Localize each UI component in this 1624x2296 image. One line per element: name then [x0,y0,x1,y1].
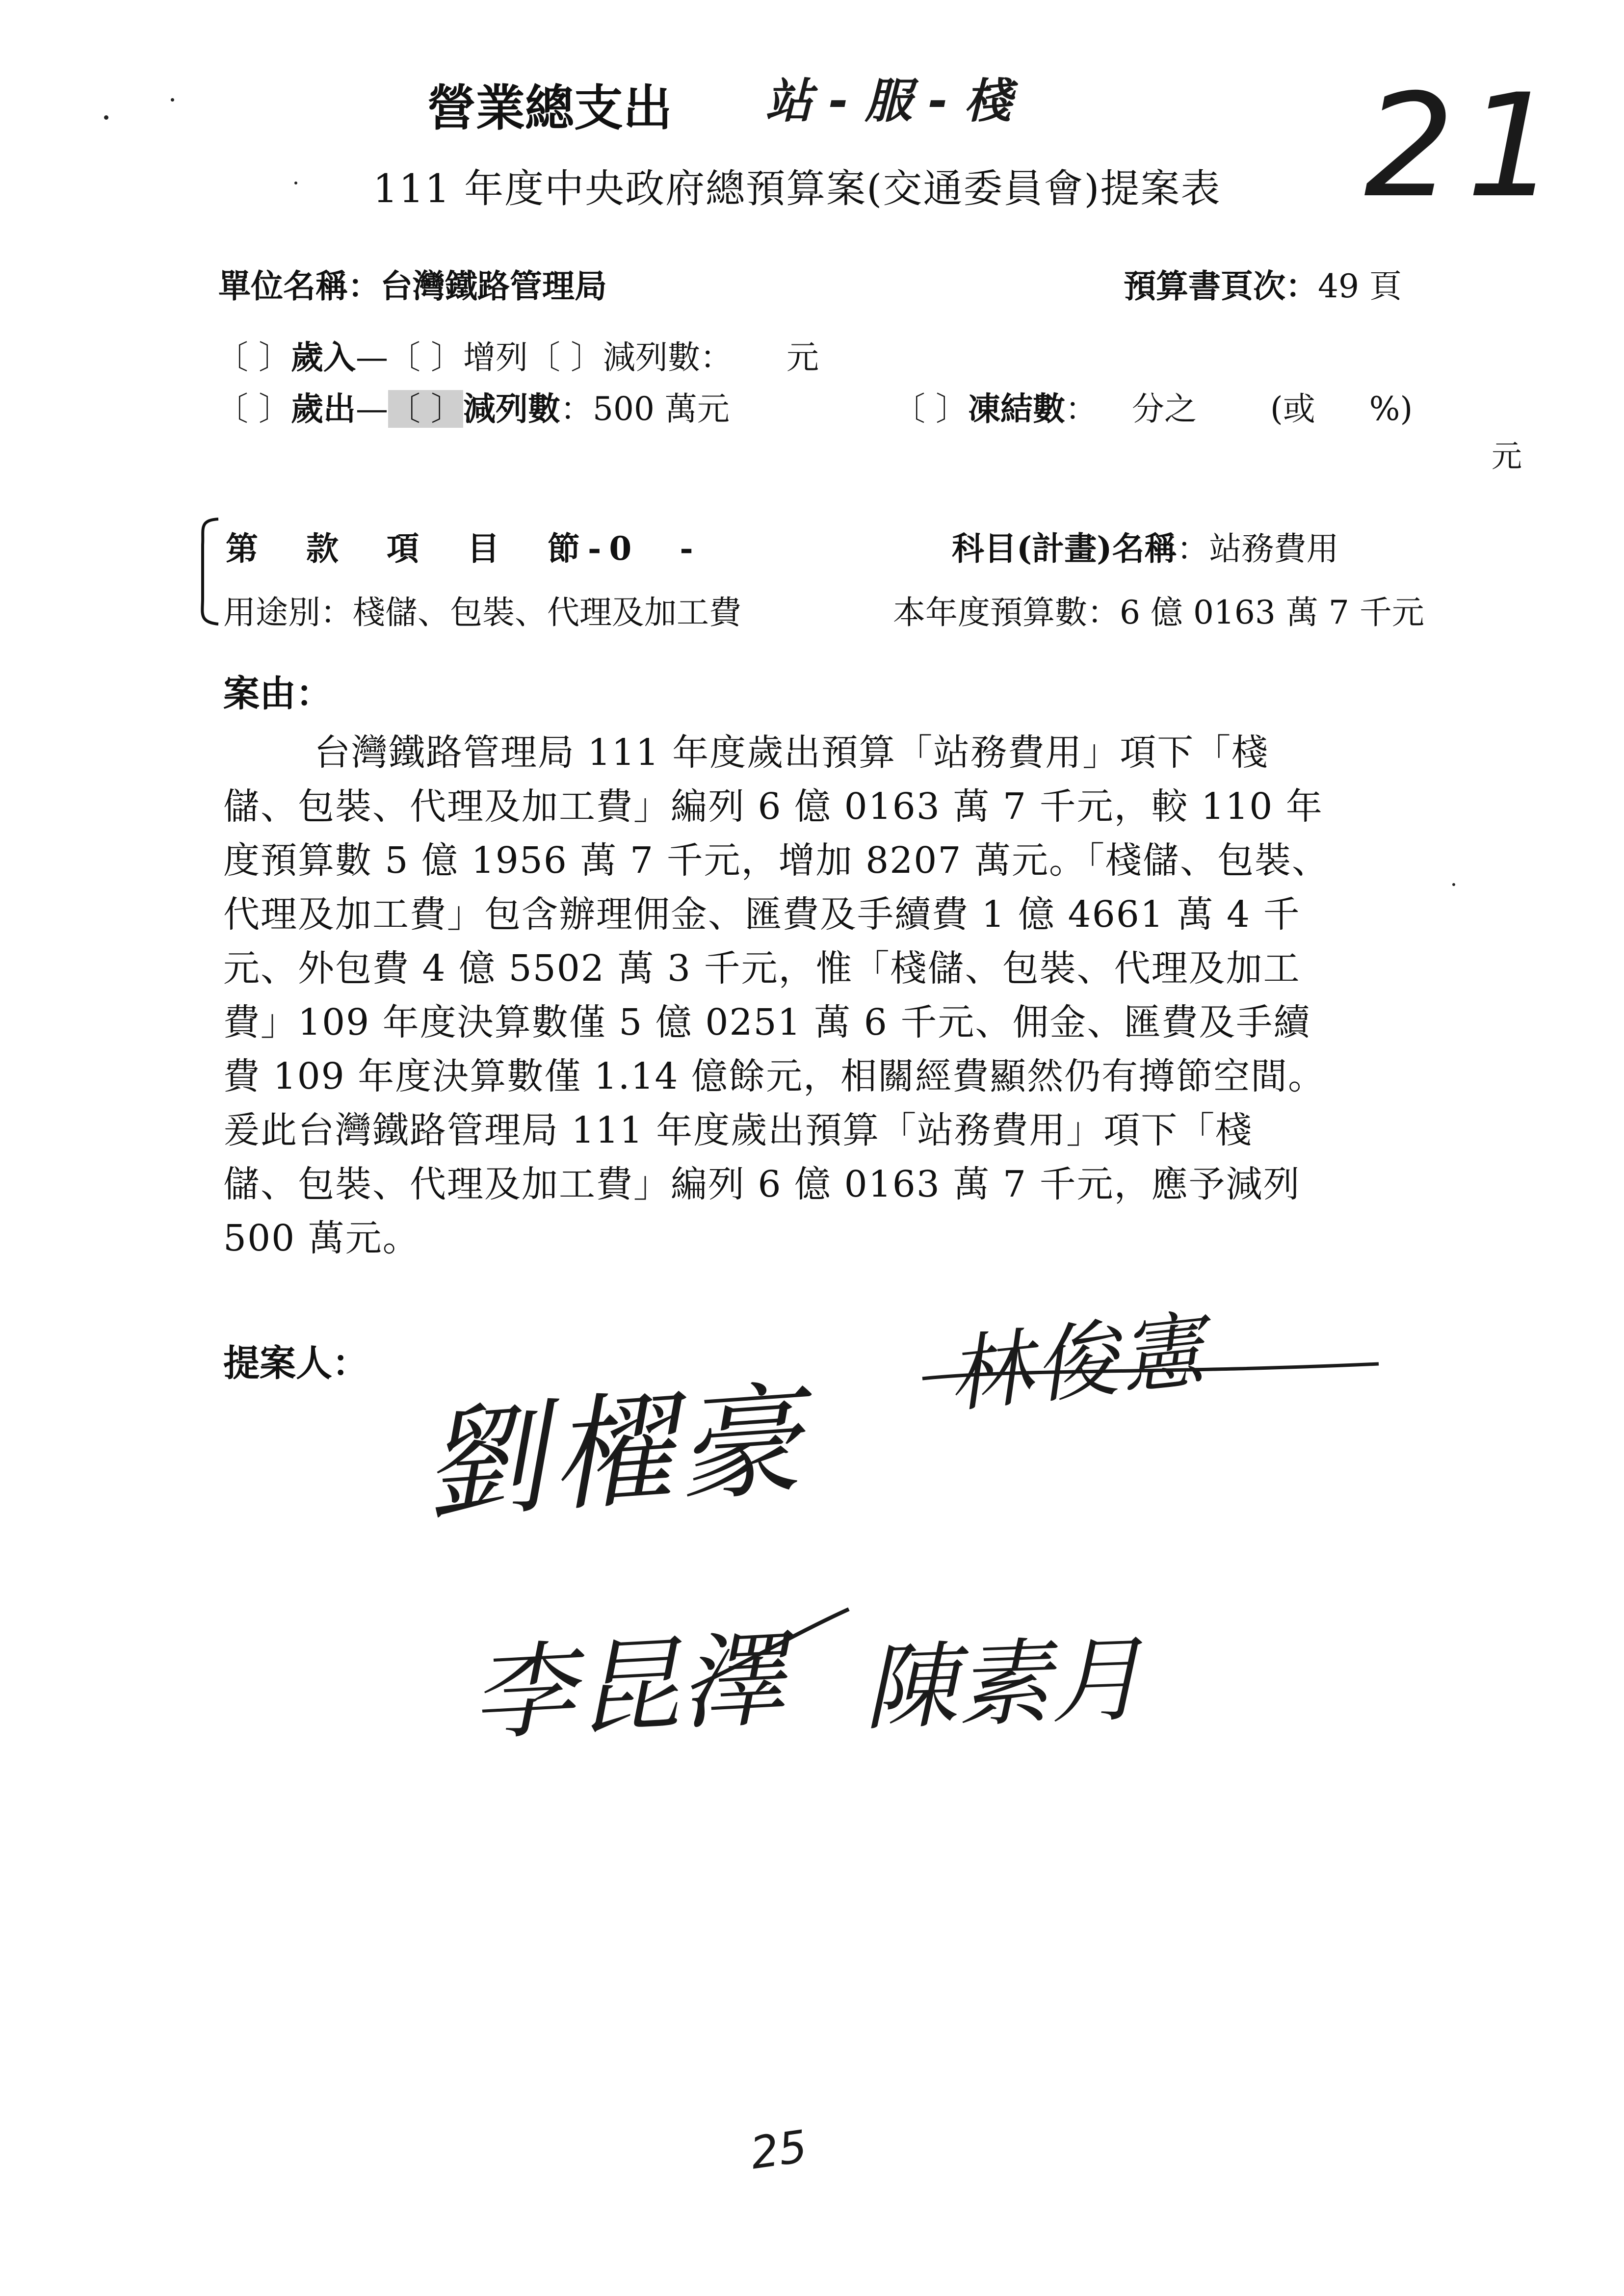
use-value: 棧儲、包裝、代理及加工費 [353,594,741,631]
expenditure-decrease-label: 減列數 [463,390,560,428]
proposer-label: 提案人： [223,1342,368,1384]
scan-speck [104,115,108,120]
item-line-1 [226,522,701,569]
annual-budget-label: 本年度預算數： [893,594,1120,631]
annual-budget [893,586,1424,633]
budget-page-label: 預算書頁次： [1124,267,1318,305]
annual-budget-value: 6 億 0163 萬 7 千元 [1120,594,1424,631]
unit-value: 台灣鐵路管理局 [380,267,607,305]
reason-line: 儲、包裝、代理及加工費」編列 6 億 0163 萬 7 千元，應予減列 [223,1163,1301,1205]
item-codes: 第 款 項 目 節-0 - [226,529,701,568]
revenue-row [216,331,819,378]
fraction-text: 分之 [1131,390,1197,428]
revenue-decrease-label: 減列數： [602,339,733,376]
signature: 劉櫂豪 [418,1368,810,1538]
reason-line: 費 109 年度決算數僅 1.14 億餘元，相關經費顯然仍有撙節空間。 [223,1055,1326,1097]
document-title: 111 年度中央政府總預算案(交通委員會)提案表 [373,166,1221,211]
reason-line: 爰此台灣鐵路管理局 111 年度歲出預算「站務費用」項下「棧 [223,1109,1253,1151]
revenue-increase-label: 增列 [463,339,528,376]
item-line-2 [223,586,741,633]
revenue-dash: — [355,339,388,376]
expenditure-decrease-box: 〔 〕 [388,390,463,428]
freeze-label: 凍結數 [968,390,1065,428]
or-text: (或 [1270,390,1315,428]
reason-line: 代理及加工費」包含辦理佣金、匯費及手續費 1 億 4661 萬 4 千 [223,893,1301,936]
expenditure-dash: — [355,390,388,428]
reason-label: 案由： [223,673,332,715]
budget-page-value: 49 頁 [1318,267,1402,305]
reason-line: 費」109 年度決算數僅 5 億 0251 萬 6 千元、佣金、匯費及手續 [223,1001,1311,1044]
unit-label: 單位名稱： [218,267,380,305]
expenditure-row [216,383,730,429]
freeze-row [893,383,1413,429]
signature: 林俊憲 [943,1301,1211,1425]
expenditure-decrease-value: ：500 萬元 [560,390,730,428]
subject-name [952,522,1338,569]
expenditure-checkbox: 〔 〕 [216,390,291,428]
revenue-decrease-box: 〔 〕 [527,339,603,376]
expenditure-label: 歲出 [290,390,356,428]
subject-label: 科目(計畫)名稱 [952,529,1177,568]
signature: 李昆澤 [468,1618,789,1755]
signature-strike [687,1604,854,1702]
handwritten-page-number: 21 [1364,64,1569,229]
signature: 陳素月 [862,1625,1146,1743]
handwritten-tag: 站 - 服 - 棧 [765,74,1012,129]
reason-line: 元、外包費 4 億 5502 萬 3 千元，惟「棧儲、包裝、代理及加工 [223,947,1301,990]
footer-page-mark: 25 [747,2120,811,2180]
budget-page [1124,260,1402,307]
scan-speck [171,98,174,102]
revenue-checkbox: 〔 〕 [216,339,291,376]
reason-line: 500 萬元。 [223,1217,420,1259]
unit-row [218,260,607,307]
revenue-label: 歲入 [290,338,356,376]
reason-line: 度預算數 5 億 1956 萬 7 千元，增加 8207 萬元。「棧儲、包裝、 [223,839,1329,882]
reason-line: 台灣鐵路管理局 111 年度歲出預算「站務費用」項下「棧 [314,731,1269,774]
use-label: 用途別： [223,594,353,631]
item-bracket [189,515,228,628]
freeze-colon: ： [1065,390,1098,428]
signature-strike [917,1354,1384,1393]
freeze-checkbox: 〔 〕 [893,390,968,428]
scan-speck [294,182,297,184]
freeze-unit: 元 [1492,438,1522,474]
percent-text: %) [1369,390,1413,428]
scan-speck [1452,883,1455,886]
revenue-increase-box: 〔 〕 [388,339,463,376]
category-title: 營業總支出 [427,79,672,137]
subject-value: ：站務費用 [1177,530,1339,568]
revenue-unit: 元 [786,339,819,376]
reason-line: 儲、包裝、代理及加工費」編列 6 億 0163 萬 7 千元，較 110 年 [223,785,1323,828]
